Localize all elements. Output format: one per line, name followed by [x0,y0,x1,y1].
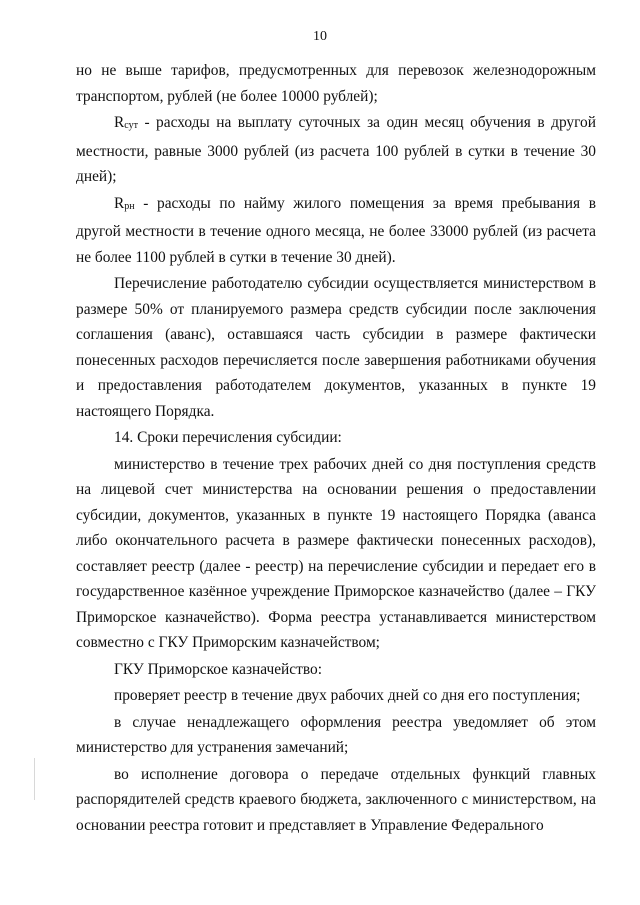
paragraph-text: во исполнение договора о передаче отдельных функций главных распорядителей средств краевого бюджета, заключенного с министерством, на основании реестра готовит и представляет в Управление Федерального [76,765,596,834]
paragraph-text: Перечисление работодателю субсидии осуществляется министерством в размере 50% от планируемого размера средств субсидии после заключения соглашения (аванс), оставшаяся часть субсидии в размере фактически понесенных расходов перечисляется после завершения работниками обучения и предоставления работодателем документов, указанных в пункте 19 настоящего Порядка. [76,275,596,420]
paragraph-10 [76,762,596,839]
paragraph-2 [76,110,596,190]
paragraph-7 [76,657,596,683]
document-body [76,58,596,838]
paragraph-text: в случае ненадлежащего оформления реестра уведомляет об этом министерство для устранения замечаний; [76,713,596,756]
paragraph-text: министерство в течение трех рабочих дней со дня поступления средств на лицевой счет министерства на основании решения о предоставлении субсидии, документов, указанных в пункте 19 настоящего Порядка (аванса либо окончательного расчета в размере фактически понесенных расходов), составляет реестр (далее - реестр) на перечисление субсидии и передает его в государственное казённое учреждение Приморское казначейство (далее – ГКУ Приморское казначейство). Форма реестра устанавливается министерством совместно с ГКУ Приморским казначейством; [76,455,596,651]
paragraph-text: 14. Сроки перечисления субсидии: [114,429,342,446]
paragraph-8 [76,683,596,709]
paragraph-3 [76,191,596,271]
formula-symbol: $R_{сут}$ [114,114,138,131]
margin-mark [34,758,35,800]
formula-symbol: $R_{рн}$ [114,194,135,212]
paragraph-text: - расходы по найму жилого помещения за время пребывания в другой местности в течение одного месяца, не более 33000 рублей (из расчета не более 1100 рублей в сутки в течение 30 дней). [76,194,596,266]
paragraph-4 [76,271,596,424]
paragraph-text: проверяет реестр в течение двух рабочих дней со дня его поступления; [114,687,581,704]
paragraph-9 [76,710,596,761]
paragraph-1 [76,58,596,109]
section-heading-14 [76,425,596,451]
page-number: 10 [313,29,327,44]
paragraph-text: ГКУ Приморское казначейство: [114,660,322,678]
paragraph-6 [76,452,596,656]
paragraph-text: - расходы на выплату суточных за один месяц обучения в другой местности, равные 3000 рублей (из расчета 100 рублей в сутки в течение 30 дней); [76,114,596,185]
paragraph-text: но не выше тарифов, предусмотренных для перевозок железнодорожным транспортом, рублей (не более 10000 рублей); [76,62,596,105]
